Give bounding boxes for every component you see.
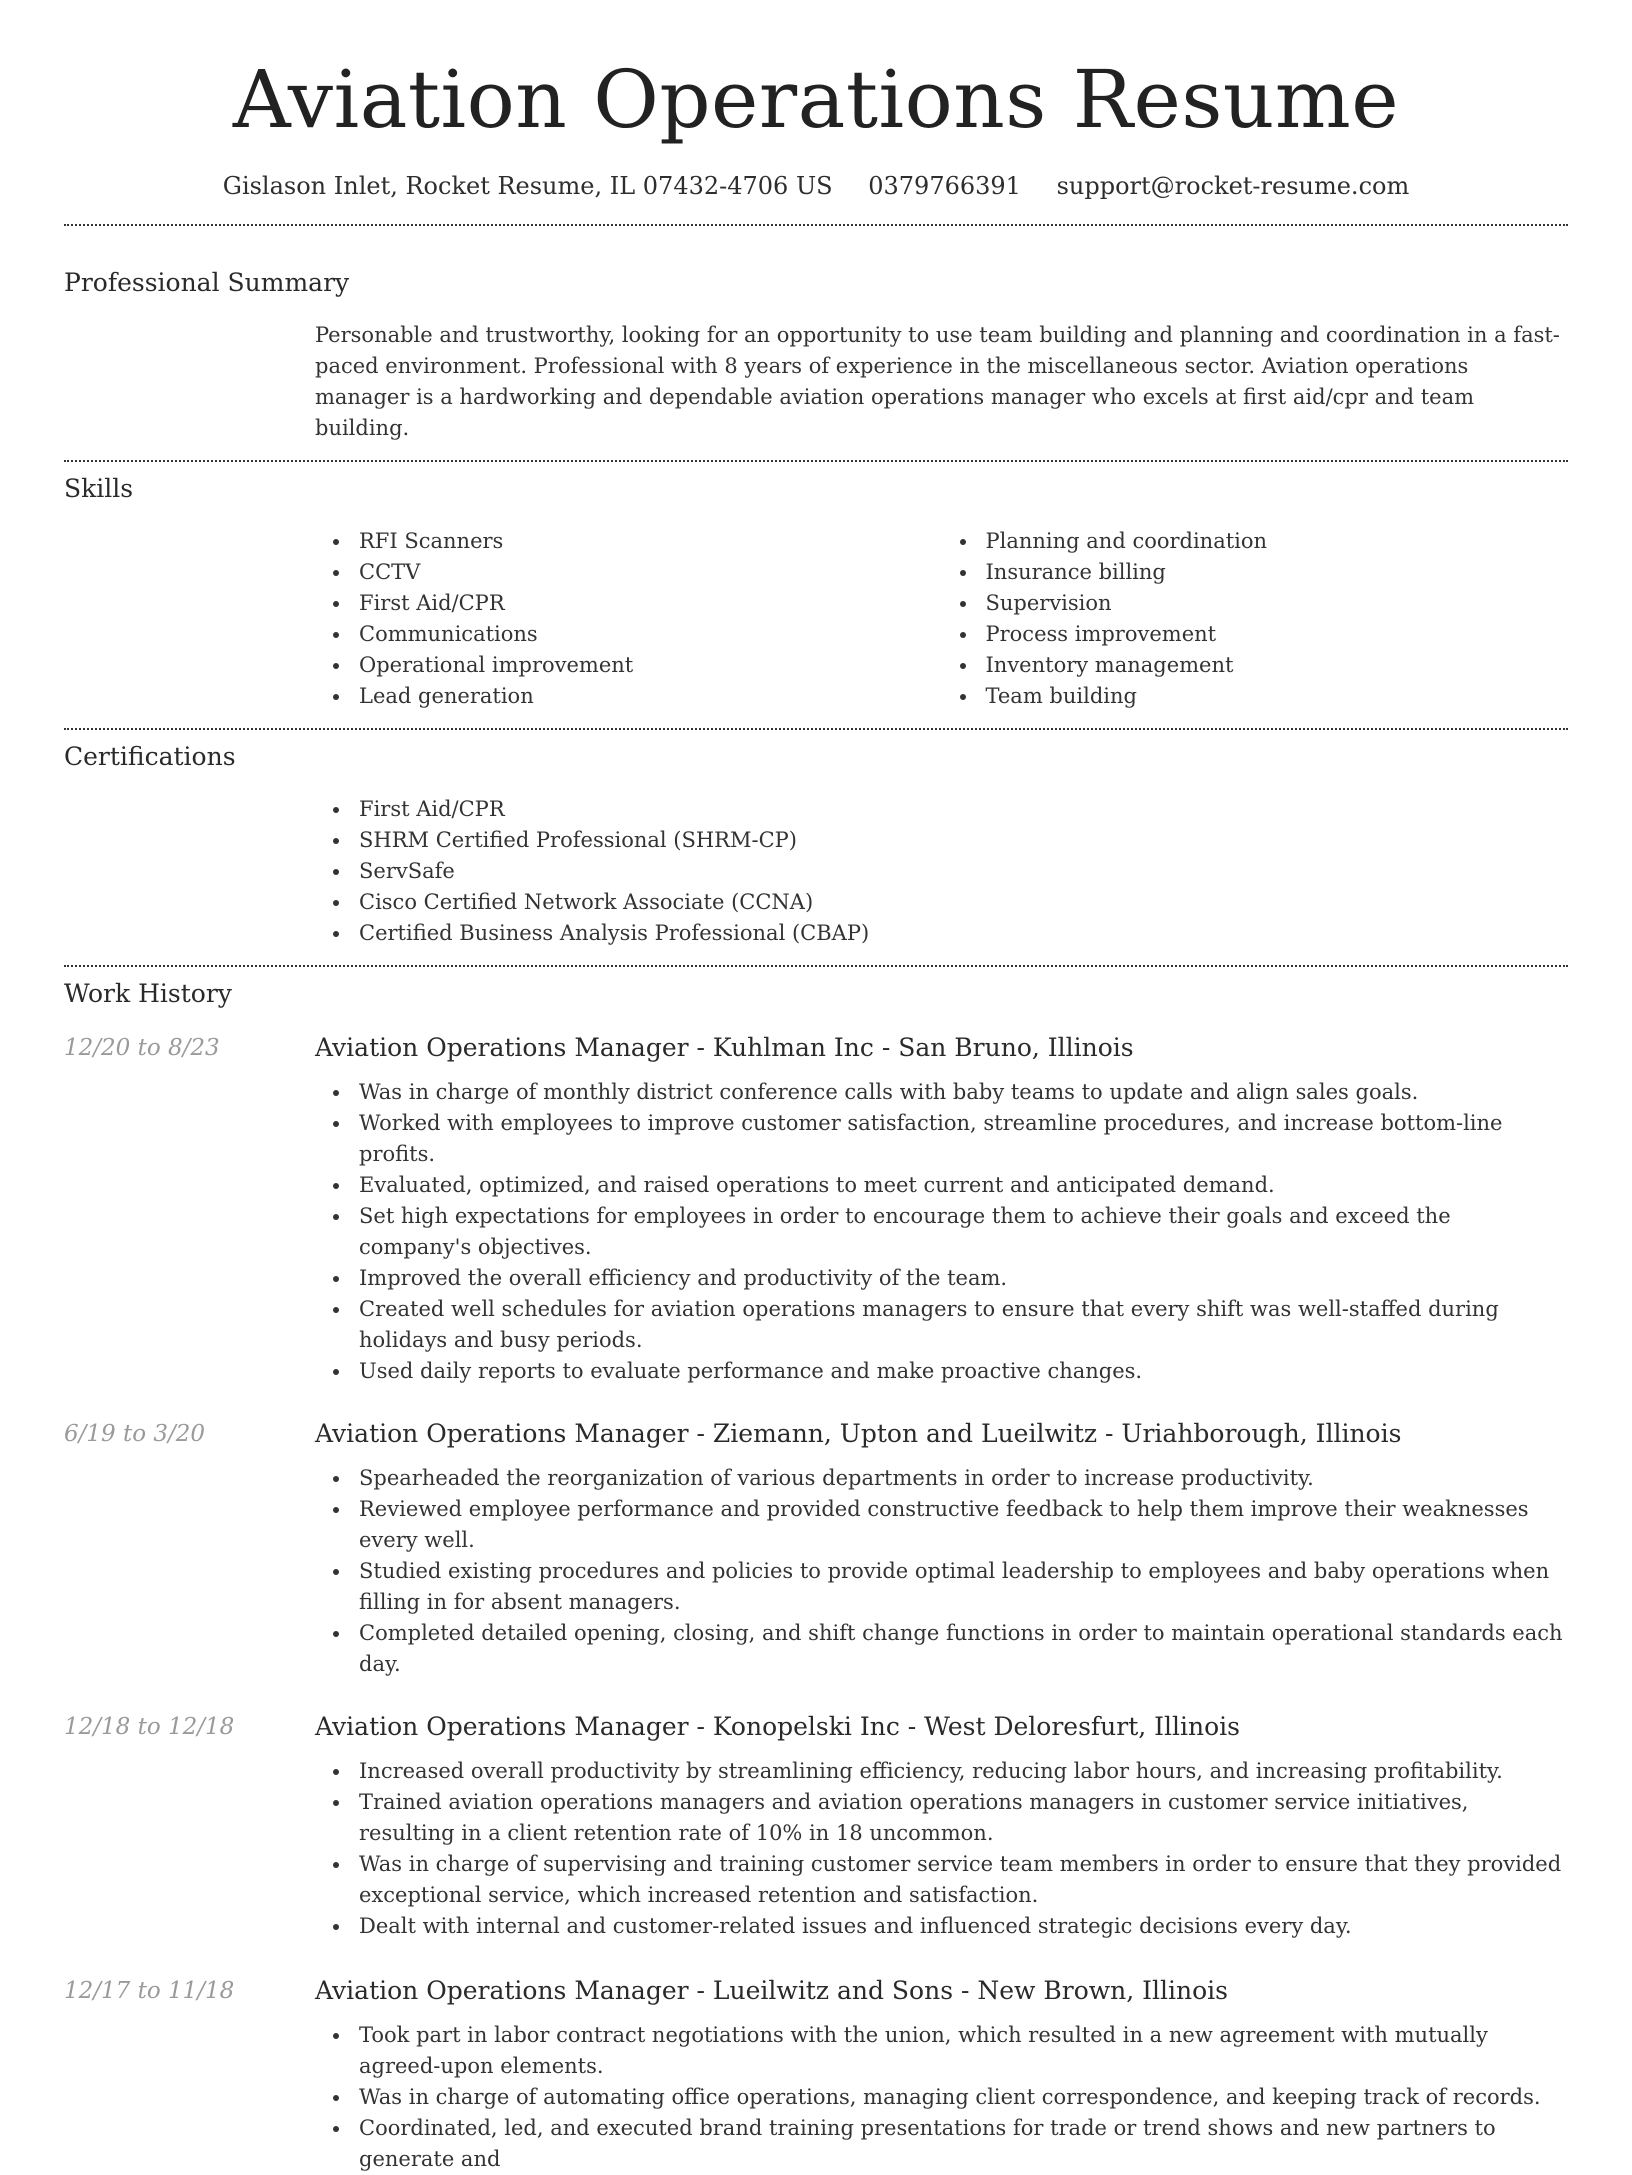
certifications-list	[315, 794, 1568, 949]
job-bullet: Was in charge of supervising and training customer service team members in order to ensure that they provided exceptional service, which increased retention and satisfaction.	[359, 1849, 1568, 1911]
certification-item: Certified Business Analysis Professional (CBAP)	[359, 918, 1568, 949]
job-content	[315, 1710, 1568, 1942]
skill-item: First Aid/CPR	[359, 588, 942, 619]
certification-item: First Aid/CPR	[359, 794, 1568, 825]
job-entry	[64, 1417, 1568, 1680]
job-bullet: Spearheaded the reorganization of various departments in order to increase productivity.	[359, 1463, 1568, 1494]
skill-item: Communications	[359, 619, 942, 650]
job-bullets	[315, 1463, 1568, 1680]
email: support@rocket-resume.com	[1056, 172, 1410, 200]
job-entry	[64, 1710, 1568, 1942]
job-bullet: Dealt with internal and customer-related issues and influenced strategic decisions every day.	[359, 1911, 1568, 1942]
job-date: 6/19 to 3/20	[64, 1421, 206, 1447]
job-bullet: Worked with employees to improve customer satisfaction, streamline procedures, and increase bottom-line profits.	[359, 1108, 1568, 1170]
job-entry	[64, 1974, 1568, 2175]
summary-text: Personable and trustworthy, looking for an opportunity to use team building and planning and coordination in a fast-paced environment. Professional with 8 years of experience in the miscellaneous sector. Aviation operations manager is a hardworking and dependable aviation operations manager who excels at first aid/cpr and team building.	[315, 323, 1560, 440]
skill-item: Lead generation	[359, 681, 942, 712]
job-content	[315, 1974, 1568, 2175]
certification-item: SHRM Certified Professional (SHRM-CP)	[359, 825, 1568, 856]
work-history-section	[64, 967, 1568, 2175]
job-content	[315, 1031, 1568, 1387]
job-entry	[64, 1031, 1568, 1387]
job-bullet: Was in charge of automating office operations, managing client correspondence, and keeping track of records.	[359, 2082, 1568, 2113]
skills-section	[64, 462, 1568, 712]
job-bullets	[315, 2020, 1568, 2175]
skill-item: Process improvement	[986, 619, 1569, 650]
job-bullets	[315, 1077, 1568, 1387]
resume-page	[64, 0, 1568, 2175]
certifications-heading: Certifications	[64, 742, 236, 771]
skills-grid	[315, 526, 1568, 712]
certification-item: ServSafe	[359, 856, 1568, 887]
job-bullet: Increased overall productivity by streamlining efficiency, reducing labor hours, and increasing profitability.	[359, 1756, 1568, 1787]
job-date: 12/18 to 12/18	[64, 1714, 235, 1740]
job-title: Aviation Operations Manager - Ziemann, Upton and Lueilwitz - Uriahborough, Illinois	[315, 1419, 1402, 1448]
skill-item: RFI Scanners	[359, 526, 942, 557]
job-bullet: Completed detailed opening, closing, and shift change functions in order to maintain operational standards each day.	[359, 1618, 1568, 1680]
job-date: 12/20 to 8/23	[64, 1035, 220, 1061]
skill-item: Insurance billing	[986, 557, 1569, 588]
job-bullets	[315, 1756, 1568, 1942]
job-bullet: Coordinated, led, and executed brand training presentations for trade or trend shows and new partners to generate and	[359, 2113, 1568, 2175]
certifications-body	[315, 794, 1568, 949]
skills-list-right	[942, 526, 1569, 712]
skills-heading: Skills	[64, 474, 134, 503]
job-content	[315, 1417, 1568, 1680]
job-bullet: Improved the overall efficiency and productivity of the team.	[359, 1263, 1568, 1294]
contact-line	[64, 170, 1568, 202]
work-history-heading: Work History	[64, 979, 232, 1008]
job-bullet: Evaluated, optimized, and raised operations to meet current and anticipated demand.	[359, 1170, 1568, 1201]
job-bullet: Used daily reports to evaluate performance and make proactive changes.	[359, 1356, 1568, 1387]
job-bullet: Created well schedules for aviation operations managers to ensure that every shift was well-staffed during holidays and busy periods.	[359, 1294, 1568, 1356]
resume-title: Aviation Operations Resume	[232, 53, 1400, 146]
job-bullet: Studied existing procedures and policies to provide optimal leadership to employees and baby operations when filling in for absent managers.	[359, 1556, 1568, 1618]
job-title: Aviation Operations Manager - Konopelski Inc - West Deloresfurt, Illinois	[315, 1712, 1240, 1741]
job-title: Aviation Operations Manager - Lueilwitz and Sons - New Brown, Illinois	[315, 1976, 1229, 2005]
summary-section	[64, 226, 1568, 444]
job-bullet: Reviewed employee performance and provided constructive feedback to help them improve their weaknesses every well.	[359, 1494, 1568, 1556]
summary-heading: Professional Summary	[64, 268, 350, 297]
skill-item: Operational improvement	[359, 650, 942, 681]
job-bullet: Was in charge of monthly district conference calls with baby teams to update and align sales goals.	[359, 1077, 1568, 1108]
skill-item: Team building	[986, 681, 1569, 712]
job-bullet: Took part in labor contract negotiations with the union, which resulted in a new agreement with mutually agreed-upon elements.	[359, 2020, 1568, 2082]
skills-list-left	[315, 526, 942, 712]
phone: 0379766391	[868, 172, 1021, 200]
job-title: Aviation Operations Manager - Kuhlman Inc - San Bruno, Illinois	[315, 1033, 1134, 1062]
job-date: 12/17 to 11/18	[64, 1978, 235, 2004]
job-bullet: Trained aviation operations managers and aviation operations managers in customer service initiatives, resulting in a client retention rate of 10% in 18 uncommon.	[359, 1787, 1568, 1849]
address: Gislason Inlet, Rocket Resume, IL 07432-4706 US	[222, 172, 833, 200]
skill-item: Planning and coordination	[986, 526, 1569, 557]
job-bullet: Set high expectations for employees in order to encourage them to achieve their goals and exceed the company's objectives.	[359, 1201, 1568, 1263]
certifications-section	[64, 730, 1568, 949]
skill-item: CCTV	[359, 557, 942, 588]
skill-item: Inventory management	[986, 650, 1569, 681]
certification-item: Cisco Certified Network Associate (CCNA)	[359, 887, 1568, 918]
skill-item: Supervision	[986, 588, 1569, 619]
